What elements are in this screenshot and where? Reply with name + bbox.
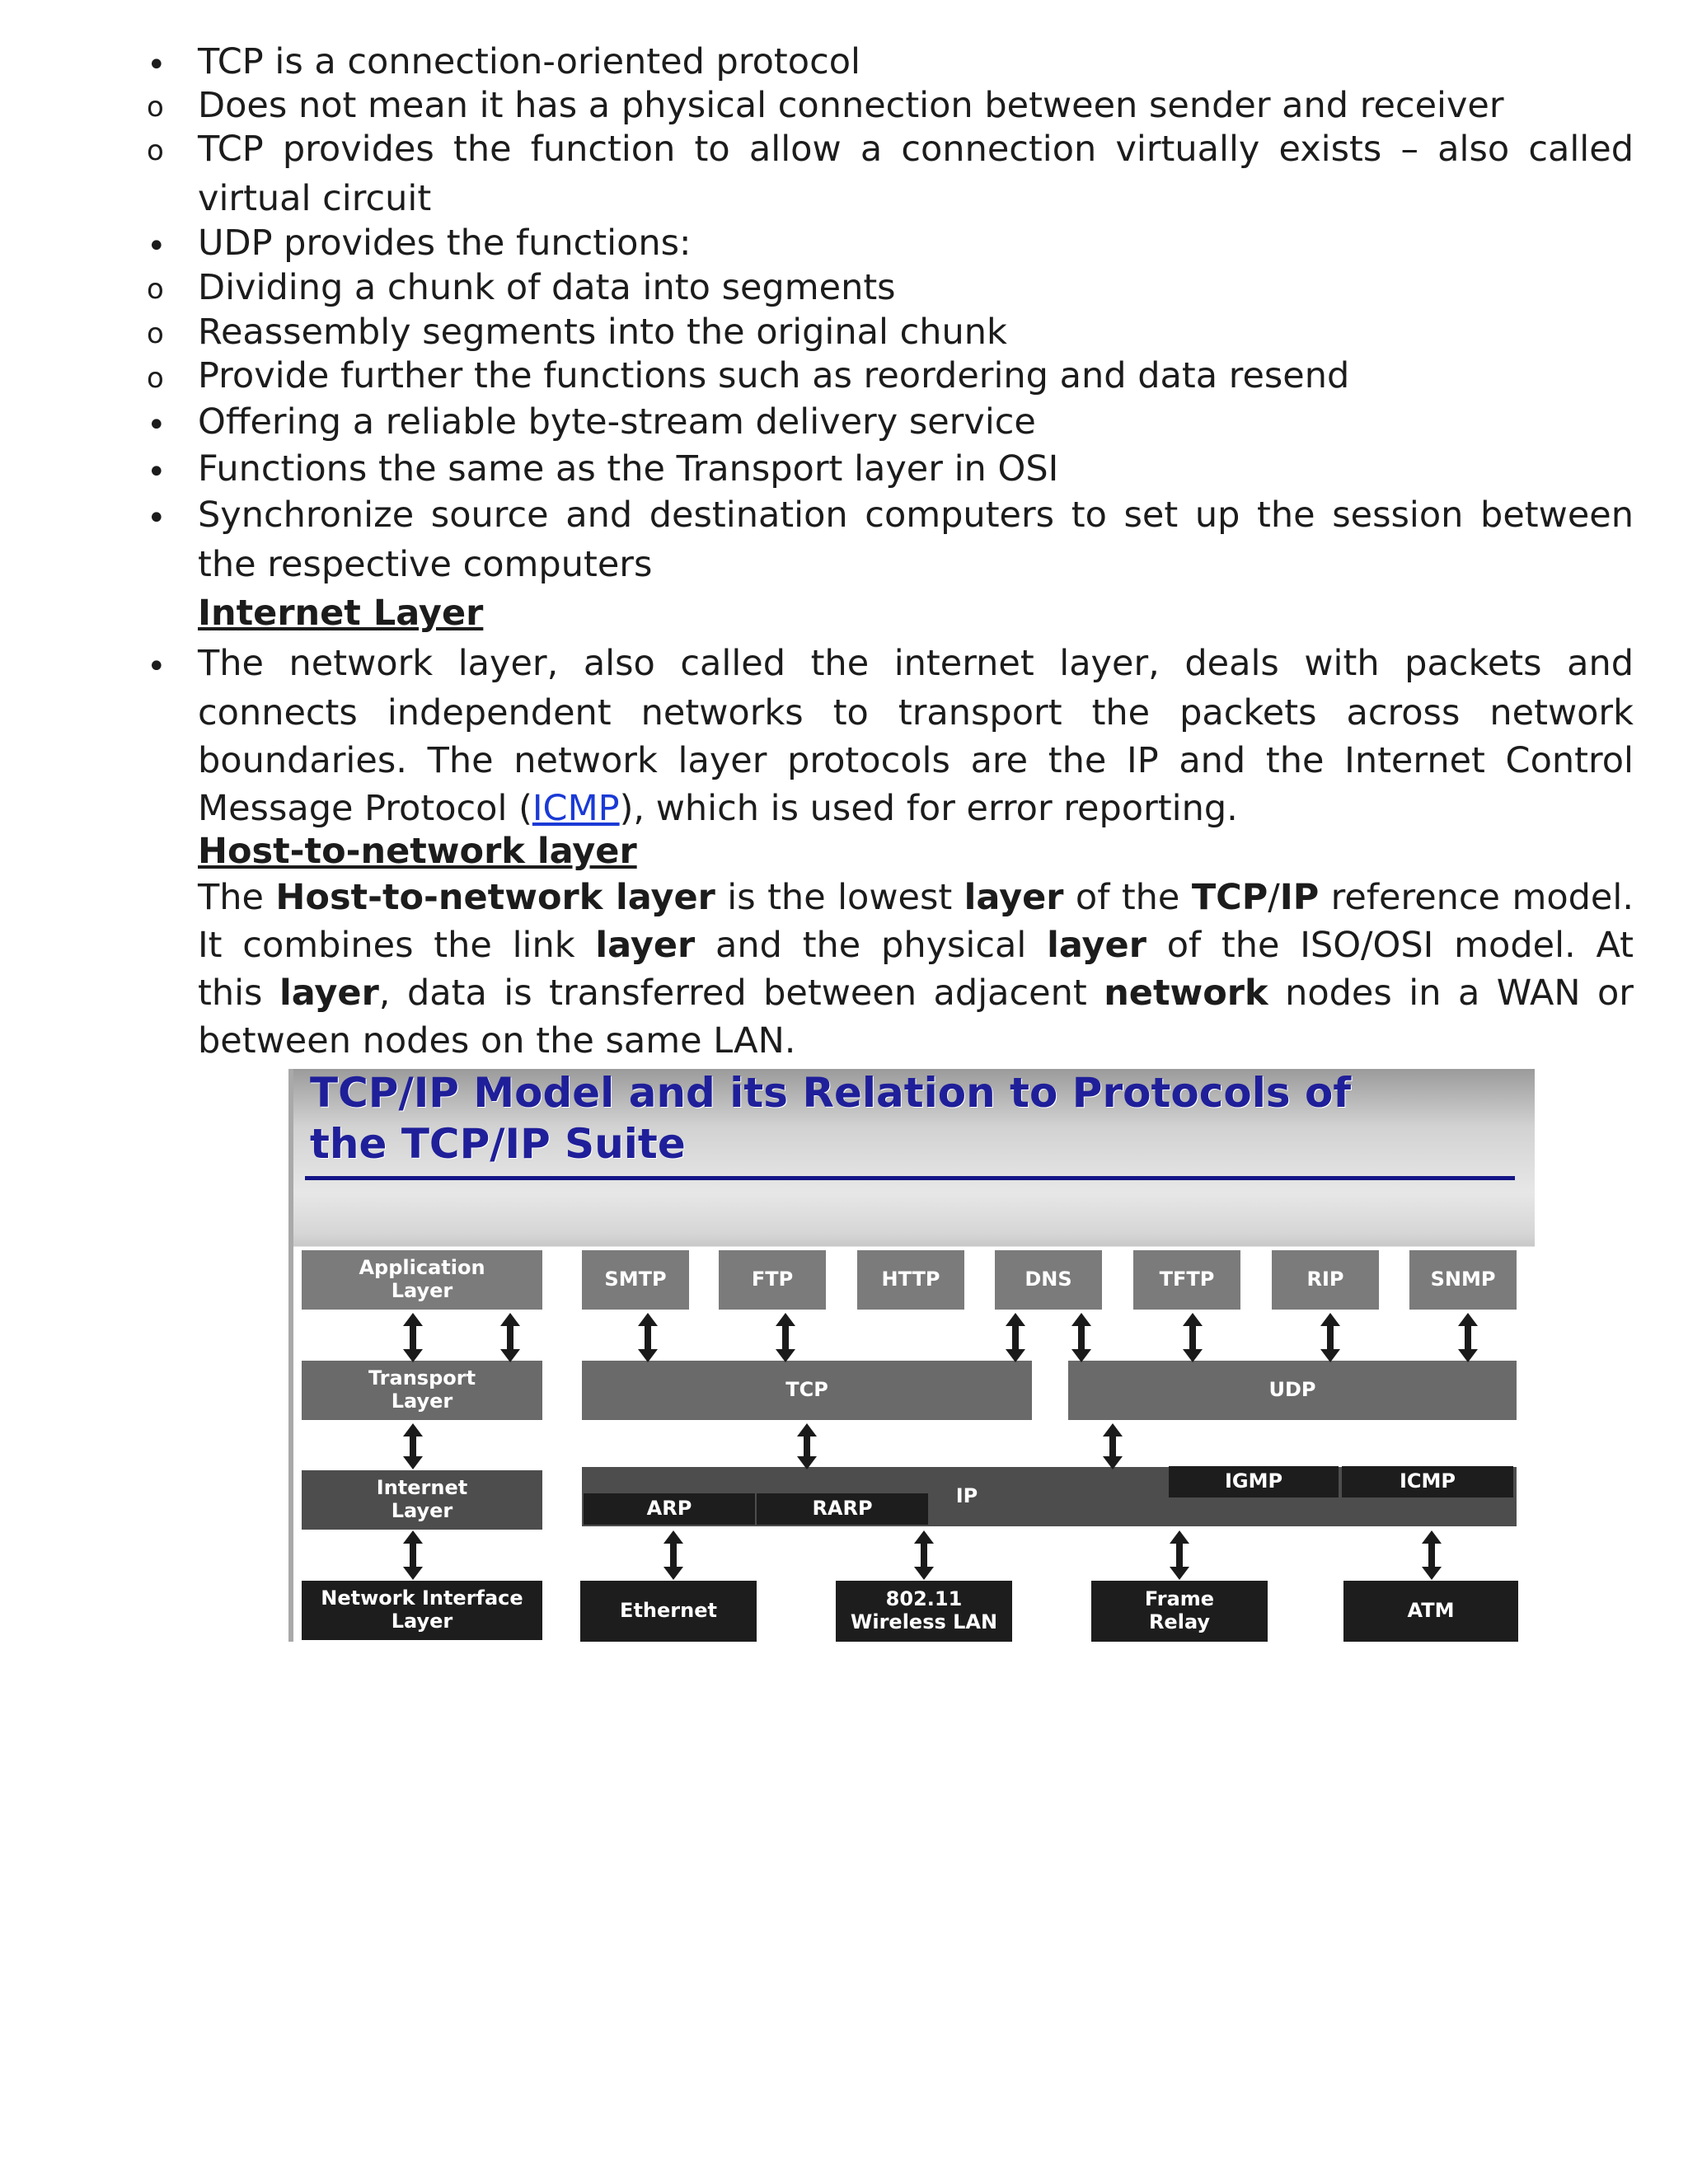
double-arrow-icon (1422, 1530, 1440, 1580)
bullet-hollow: o (147, 317, 164, 350)
rip-box: RIP (1272, 1250, 1379, 1310)
list-item-continuation: virtual circuit (198, 178, 432, 219)
ethernet-box: Ethernet (580, 1581, 757, 1642)
section-heading-internet-layer: Internet Layer (198, 593, 484, 634)
list-item: Offering a reliable byte-stream delivery service (198, 401, 1036, 443)
list-item: Dividing a chunk of data into segments (198, 267, 896, 308)
paragraph-line: between nodes on the same LAN. (198, 1020, 796, 1062)
double-arrow-icon (403, 1530, 421, 1580)
bullet-hollow: o (147, 273, 164, 306)
icmp-link[interactable]: ICMP (532, 788, 620, 829)
transport-layer-box: Transport Layer (302, 1361, 542, 1420)
rarp-box: RARP (757, 1493, 928, 1525)
double-arrow-icon (1006, 1313, 1024, 1362)
figure-edge (288, 1069, 293, 1642)
section-heading-host-to-network: Host-to-network layer (198, 831, 637, 872)
dns-box: DNS (995, 1250, 1102, 1310)
bullet-hollow: o (147, 134, 164, 167)
double-arrow-icon (797, 1423, 815, 1469)
wireless-lan-box: 802.11 Wireless LAN (836, 1581, 1012, 1642)
bullet-hollow: o (147, 91, 164, 124)
frame-relay-box: Frame Relay (1091, 1581, 1268, 1642)
figure-title: TCP/IP Model and its Relation to Protocols of the TCP/IP Suite (310, 1069, 1352, 1168)
list-item-continuation: the respective computers (198, 544, 653, 585)
double-arrow-icon (500, 1313, 518, 1362)
paragraph-line: It combines the link layer and the physical layer of the ISO/OSI model. At (198, 925, 1634, 966)
list-item: TCP provides the function to allow a connection virtually exists – also called (198, 129, 1634, 170)
double-arrow-icon (1458, 1313, 1476, 1362)
paragraph-line: connects independent networks to transport the packets across network (198, 692, 1634, 733)
list-item: UDP provides the functions: (198, 223, 692, 264)
bullet-filled: • (147, 227, 166, 265)
udp-box: UDP (1068, 1361, 1517, 1420)
bullet-filled: • (147, 46, 166, 84)
double-arrow-icon (914, 1530, 932, 1580)
snmp-box: SNMP (1409, 1250, 1517, 1310)
arp-box: ARP (584, 1493, 755, 1525)
icmp-box: ICMP (1342, 1466, 1513, 1497)
bullet-filled: • (147, 499, 166, 537)
bullet-filled: • (147, 648, 166, 686)
list-item: Reassembly segments into the original chunk (198, 312, 1007, 353)
double-arrow-icon (1103, 1423, 1121, 1469)
paragraph-line: The network layer, also called the internet layer, deals with packets and (198, 643, 1634, 684)
list-item: Provide further the functions such as reordering and data resend (198, 355, 1350, 396)
ip-box: IP (582, 1467, 1517, 1526)
bullet-hollow: o (147, 362, 164, 395)
double-arrow-icon (403, 1423, 421, 1469)
igmp-box: IGMP (1169, 1466, 1339, 1497)
double-arrow-icon (1320, 1313, 1339, 1362)
bullet-filled: • (147, 406, 166, 444)
list-item: Does not mean it has a physical connection between sender and receiver (198, 85, 1504, 126)
double-arrow-icon (403, 1313, 421, 1362)
list-item: Functions the same as the Transport layer in OSI (198, 448, 1059, 490)
double-arrow-icon (1071, 1313, 1090, 1362)
application-layer-box: Application Layer (302, 1250, 542, 1310)
smtp-box: SMTP (582, 1250, 689, 1310)
ftp-box: FTP (719, 1250, 826, 1310)
tcp-box: TCP (582, 1361, 1032, 1420)
tcp-ip-model-figure (288, 1069, 1535, 1642)
double-arrow-icon (1183, 1313, 1201, 1362)
bullet-filled: • (147, 453, 166, 491)
double-arrow-icon (638, 1313, 656, 1362)
internet-layer-box: Internet Layer (302, 1470, 542, 1530)
list-item: TCP is a connection-oriented protocol (198, 41, 860, 82)
paragraph-line: boundaries. The network layer protocols are the IP and the Internet Control (198, 740, 1634, 781)
tftp-box: TFTP (1133, 1250, 1240, 1310)
double-arrow-icon (776, 1313, 794, 1362)
list-item: Synchronize source and destination computers to set up the session between (198, 494, 1634, 536)
paragraph-line: Message Protocol (ICMP), which is used for error reporting. (198, 788, 1238, 829)
double-arrow-icon (663, 1530, 682, 1580)
http-box: HTTP (857, 1250, 964, 1310)
paragraph-line: The Host-to-network layer is the lowest layer of the TCP/IP reference model. (198, 877, 1634, 918)
network-interface-layer-box: Network Interface Layer (302, 1581, 542, 1640)
atm-box: ATM (1343, 1581, 1518, 1642)
paragraph-line: this layer, data is transferred between adjacent network nodes in a WAN or (198, 972, 1634, 1014)
figure-title-rule (305, 1176, 1515, 1180)
double-arrow-icon (1170, 1530, 1188, 1580)
